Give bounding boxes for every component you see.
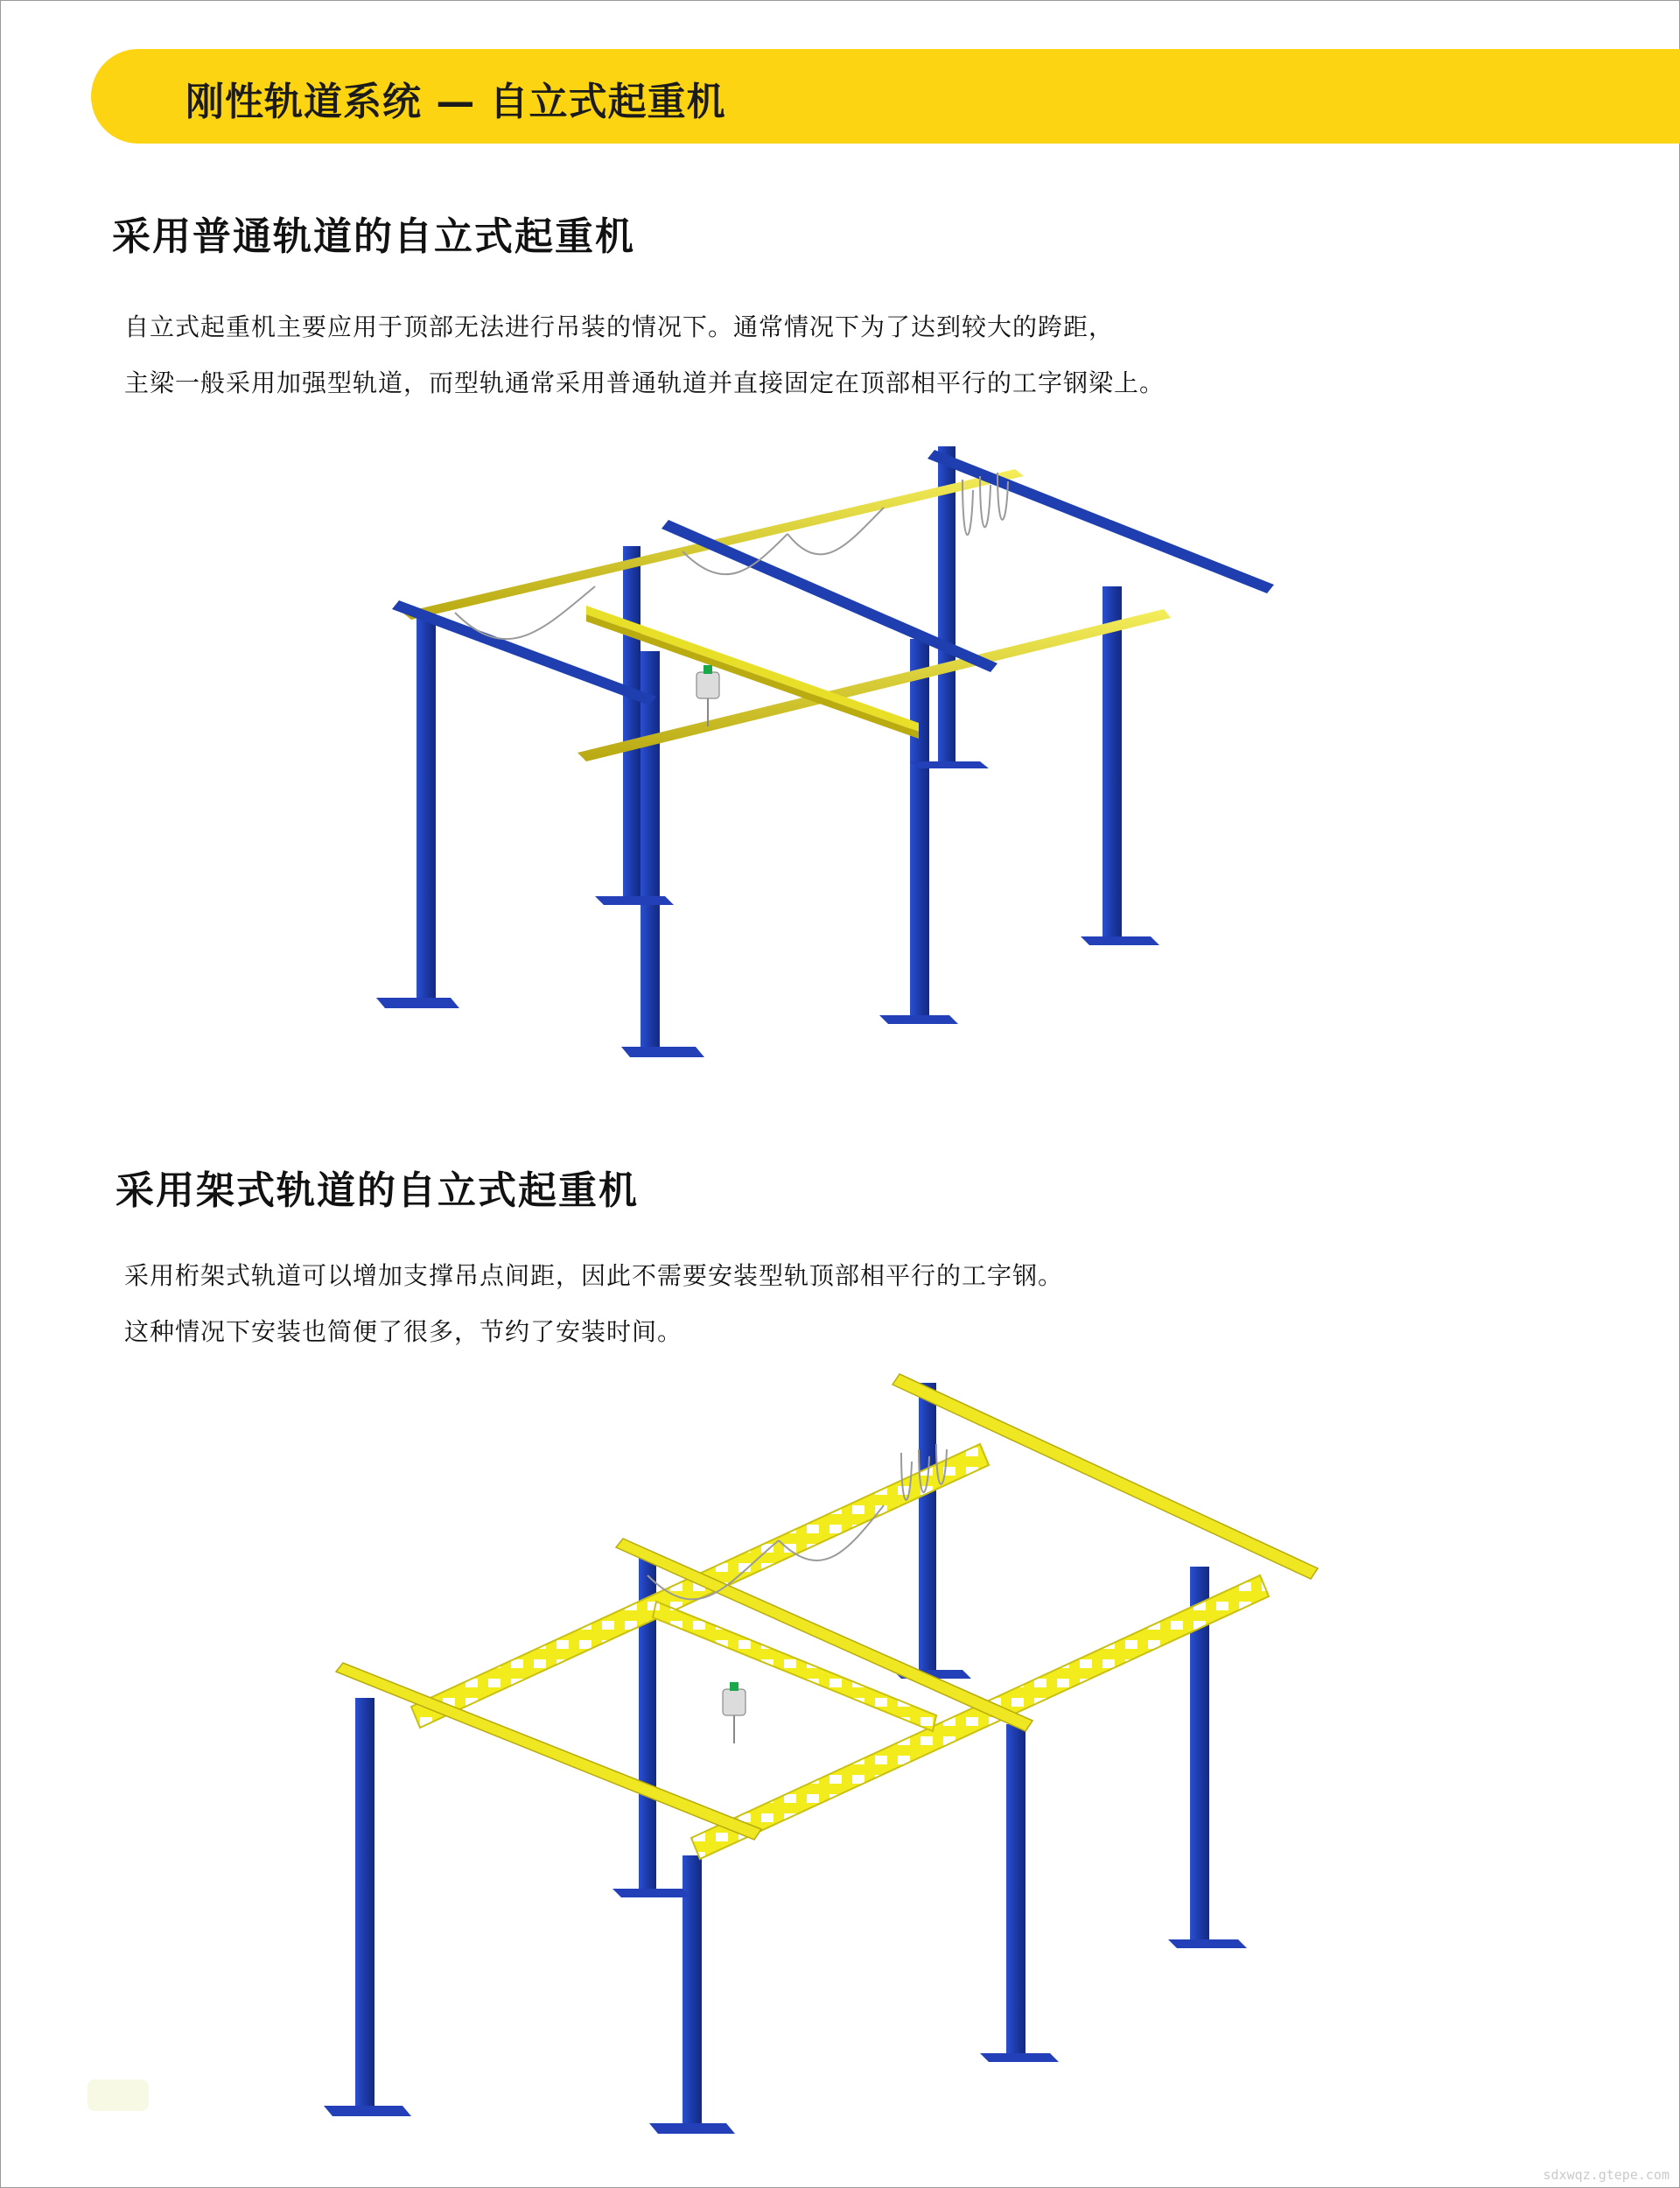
section-title-truss-rail: 采用架式轨道的自立式起重机	[116, 1168, 639, 1213]
illustration-standard-rail-crane	[350, 438, 1312, 1068]
section-description-standard-rail	[124, 299, 1165, 411]
electric-hoist	[723, 1682, 746, 1743]
description-line: 主梁一般采用加强型轨道，而型轨通常采用普通轨道并直接固定在顶部相平行的工字钢梁上。	[124, 368, 1166, 397]
support-posts	[416, 446, 1122, 1047]
section-description-truss-rail	[124, 1248, 1063, 1360]
main-rails	[402, 469, 1171, 761]
watermark: sdxwqz.gtepe.com	[1543, 2167, 1670, 2183]
support-posts	[355, 1383, 1209, 2127]
electric-hoist	[696, 665, 719, 726]
corner-decoration	[88, 2079, 149, 2111]
section-title-standard-rail: 采用普通轨道的自立式起重机	[112, 214, 635, 259]
cross-beams	[336, 1374, 1318, 1840]
description-line: 这种情况下安装也简便了很多，节约了安装时间。	[124, 1317, 683, 1346]
base-plates	[376, 761, 1159, 1057]
i-beams	[392, 450, 1274, 705]
header-banner	[91, 49, 1680, 144]
page-title: 刚性轨道系统 — 自立式起重机	[186, 80, 726, 124]
illustration-truss-rail-crane	[324, 1365, 1339, 2170]
description-line: 自立式起重机主要应用于顶部无法进行吊装的情况下。通常情况下为了达到较大的跨距，	[124, 312, 1115, 341]
description-line: 采用桁架式轨道可以增加支撑吊点间距，因此不需要安装型轨顶部相平行的工字钢。	[124, 1261, 1064, 1290]
base-plates	[324, 1670, 1247, 2134]
truss-rails	[411, 1444, 1269, 1859]
